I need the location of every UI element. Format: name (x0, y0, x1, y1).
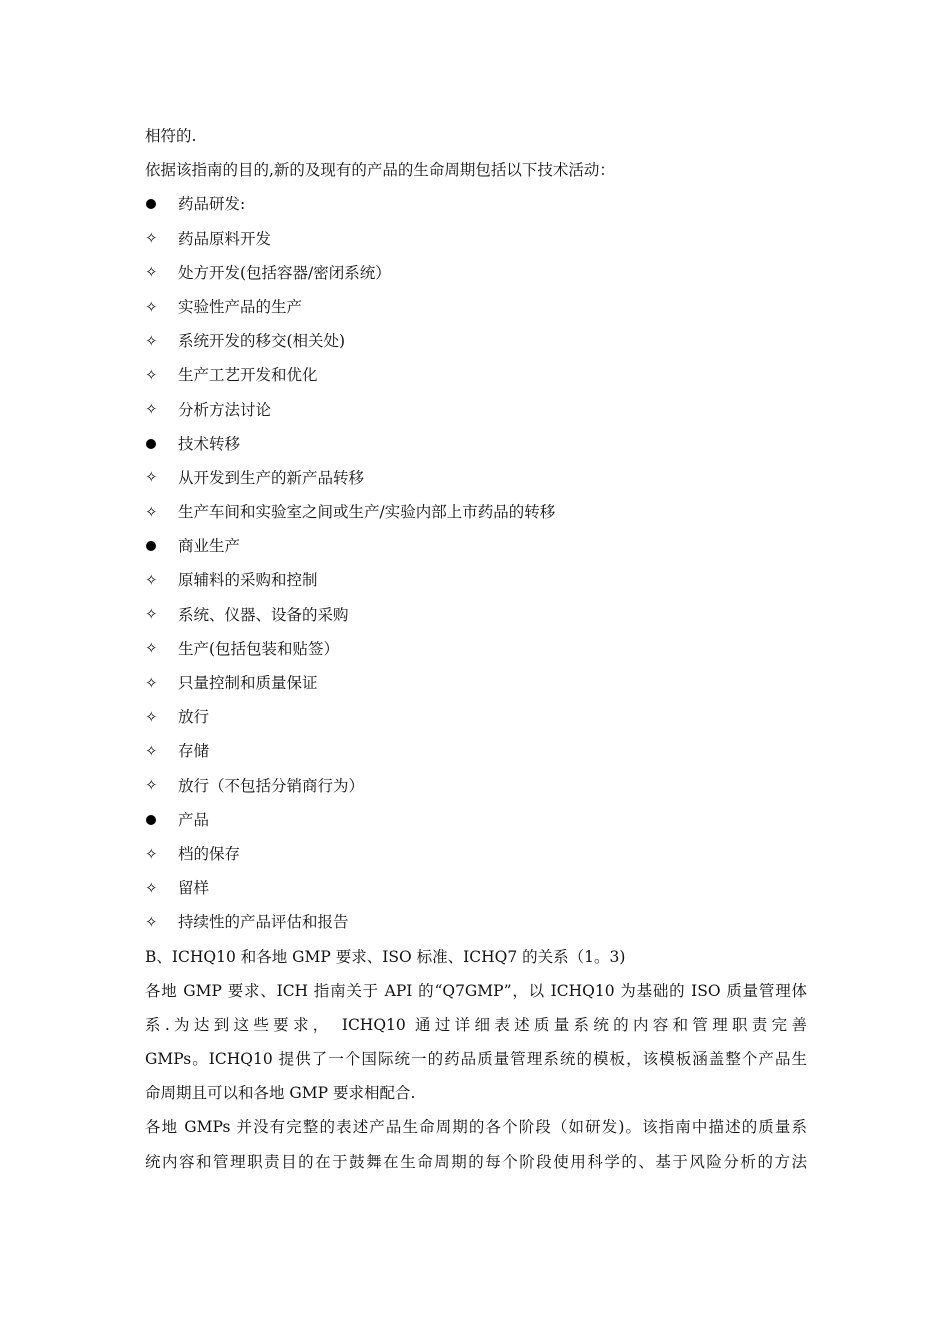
list-item-sub (145, 256, 807, 290)
outlined-star-icon: ✧ (145, 365, 158, 384)
list-item-text: 档的保存 (178, 844, 241, 863)
four-point-star-icon (145, 365, 178, 384)
list-item-sub (145, 837, 807, 871)
list-item-text: 系统开发的移交(相关处) (178, 332, 346, 351)
list-item-text: 技术转移 (178, 434, 241, 453)
list-item-sub (145, 563, 807, 597)
list-item-sub (145, 769, 807, 803)
intro-line-2: 依据该指南的目的,新的及现有的产品的生命周期包括以下技术活动： (145, 161, 615, 180)
bullet-dot-icon (145, 439, 178, 449)
paragraph-2-line-1: 各地 GMPs 并没有完整的表述产品生命周期的各个阶段（如研发)。该指南中描述的质量系 (145, 1118, 807, 1137)
four-point-star-icon (145, 573, 178, 588)
list-item-bullet (145, 803, 807, 837)
filled-circle-icon (146, 199, 156, 209)
list-item-text: 系统、仪器、设备的采购 (178, 605, 349, 624)
list-item-sub (145, 598, 807, 632)
outlined-star-icon: ✧ (145, 878, 158, 897)
outlined-star-icon: ✧ (145, 605, 158, 624)
list-item-text: 存储 (178, 742, 210, 761)
four-point-star-icon (145, 673, 178, 692)
outlined-star-icon: ✧ (145, 639, 158, 658)
list-item-bullet (145, 529, 807, 563)
list-item-sub (145, 495, 807, 529)
list-item-sub (145, 905, 807, 939)
outlined-star-icon: ✧ (145, 776, 158, 795)
list-item-sub (145, 734, 807, 768)
list-item-text: 原辅料的采购和控制 (178, 571, 318, 590)
four-point-star-icon (145, 778, 178, 793)
four-point-star-icon (145, 641, 178, 656)
bullet-dot-icon (145, 815, 178, 825)
list-item-text: 商业生产 (178, 537, 241, 556)
outlined-star-icon: ✧ (145, 673, 158, 692)
four-point-star-icon (145, 331, 178, 350)
outlined-star-icon: ✧ (145, 571, 158, 590)
list-item-text: 分析方法讨论 (178, 400, 272, 419)
list-item-sub (145, 290, 807, 324)
intro-line-1: 相符的. (145, 127, 197, 145)
list-item-text: 处方开发(包括容器/密闭系统） (178, 263, 391, 282)
list-item-sub (145, 871, 807, 905)
list-item-sub (145, 461, 807, 495)
list-item-text: 药品研发: (178, 195, 246, 214)
document-body (145, 119, 807, 1179)
activity-list (145, 187, 807, 939)
outlined-star-icon: ✧ (145, 912, 158, 931)
four-point-star-icon (145, 502, 178, 521)
list-item-sub (145, 358, 807, 392)
four-point-star-icon (145, 402, 178, 417)
list-item-sub (145, 324, 807, 358)
outlined-star-icon: ✧ (145, 229, 158, 248)
paragraph-1-line-1: 各地 GMP 要求、ICH 指南关于 API 的“Q7GMP”，以 ICHQ10 为基础的 ISO 质量管理体 (145, 981, 807, 1000)
list-item-text: 药品原料开发 (178, 229, 272, 248)
four-point-star-icon (145, 607, 178, 622)
four-point-star-icon (145, 231, 178, 246)
outlined-star-icon: ✧ (145, 331, 158, 350)
four-point-star-icon (145, 707, 178, 726)
list-item-text: 产品 (178, 810, 210, 829)
paragraph-2-line-2: 统内容和管理职责目的在于鼓舞在生命周期的每个阶段使用科学的、基于风险分析的方法 (145, 1152, 807, 1171)
four-point-star-icon (145, 297, 178, 316)
list-item-text: 持续性的产品评估和报告 (178, 913, 349, 932)
bullet-dot-icon (145, 541, 178, 551)
list-item-text: 生产工艺开发和优化 (178, 366, 318, 385)
outlined-star-icon: ✧ (145, 263, 158, 282)
list-item-text: 生产车间和实验室之间或生产/实验内部上市药品的转移 (178, 503, 556, 522)
filled-circle-icon (146, 439, 156, 449)
outlined-star-icon: ✧ (145, 400, 158, 419)
list-item-text: 生产(包括包装和贴签） (178, 639, 340, 658)
outlined-star-icon: ✧ (145, 844, 158, 863)
paragraph-1-line-2: 系.为达到这些要求， ICHQ10 通过详细表述质量系统的内容和管理职责完善 (145, 1015, 807, 1034)
four-point-star-icon (145, 844, 178, 863)
list-item-text: 从开发到生产的新产品转移 (178, 468, 365, 487)
filled-circle-icon (146, 815, 156, 825)
four-point-star-icon (145, 912, 178, 931)
four-point-star-icon (145, 878, 178, 897)
four-point-star-icon (145, 265, 178, 280)
outlined-star-icon: ✧ (145, 468, 158, 487)
list-item-text: 只量控制和质量保证 (178, 674, 318, 692)
list-item-sub (145, 222, 807, 256)
list-item-sub (145, 700, 807, 734)
section-b-heading: B、ICHQ10 和各地 GMP 要求、ISO 标准、ICHQ7 的关系（1。3) (145, 947, 626, 966)
filled-circle-icon (146, 541, 156, 551)
outlined-star-icon: ✧ (145, 502, 158, 521)
list-item-sub (145, 632, 807, 666)
paragraph-1-line-4: 命周期且可以和各地 GMP 要求相配合. (145, 1084, 416, 1103)
list-item-bullet (145, 427, 807, 461)
list-item-text: 留样 (178, 879, 210, 898)
list-item-text: 放行（不包括分销商行为） (178, 776, 365, 795)
list-item-bullet (145, 187, 807, 221)
list-item-sub (145, 393, 807, 427)
outlined-star-icon: ✧ (145, 297, 158, 316)
list-item-sub (145, 666, 807, 700)
bullet-dot-icon (145, 199, 178, 209)
four-point-star-icon (145, 741, 178, 760)
paragraph-1-line-3: GMPs。ICHQ10 提供了一个国际统一的药品质量管理系统的模板，该模板涵盖整个产品生 (145, 1050, 807, 1069)
list-item-text: 放行 (178, 708, 210, 727)
outlined-star-icon: ✧ (145, 741, 158, 760)
four-point-star-icon (145, 470, 178, 485)
list-item-text: 实验性产品的生产 (178, 297, 303, 316)
outlined-star-icon: ✧ (145, 707, 158, 726)
